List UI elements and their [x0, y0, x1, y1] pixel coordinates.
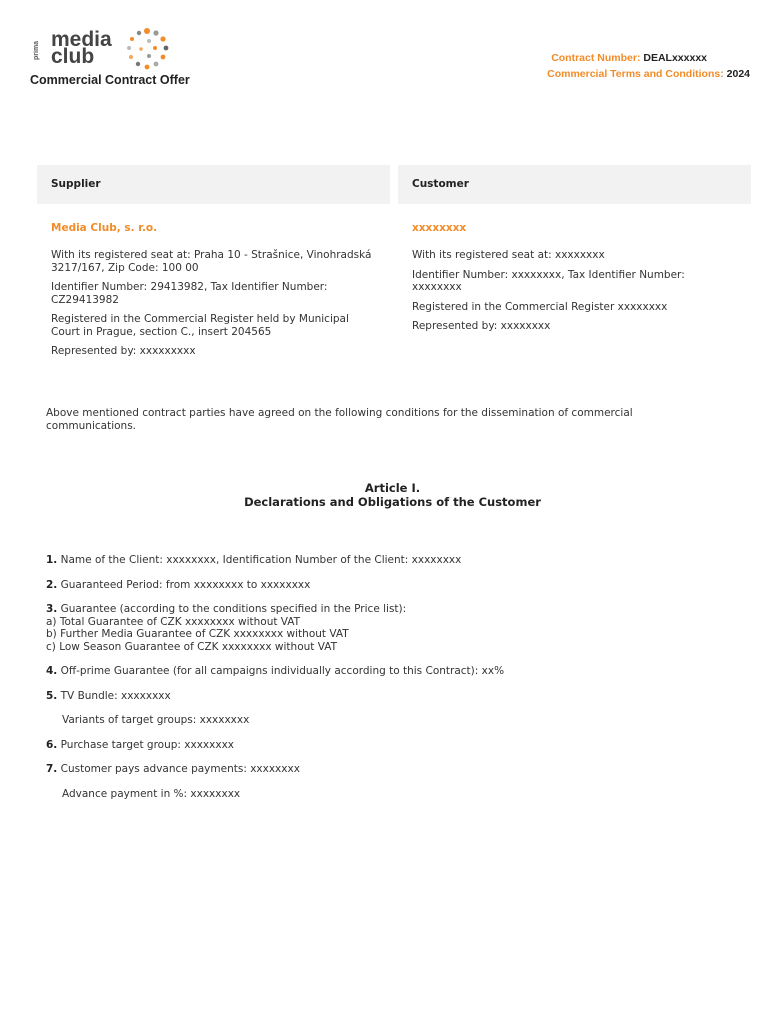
list-item [46, 665, 726, 678]
supplier-identifier: Identifier Number: 29413982, Tax Identifier Number: CZ29413982 [51, 281, 328, 306]
intro-paragraph: Above mentioned contract parties have agreed on the following conditions for the dissemination of commercial communications. [46, 407, 633, 432]
article-title: Declarations and Obligations of the Customer [244, 495, 541, 509]
supplier-heading: Supplier [37, 165, 390, 204]
item-text: Guaranteed Period: from xxxxxxxx to xxxxxxxx [60, 578, 311, 591]
customer-name: xxxxxxxx [412, 222, 467, 234]
item-number: 4. [46, 665, 58, 677]
item-text: TV Bundle: xxxxxxxx [60, 689, 171, 702]
supplier-represented: Represented by: xxxxxxxxx [51, 345, 196, 357]
supplier-name: Media Club, s. r.o. [51, 222, 158, 234]
logo-dots-icon [123, 27, 171, 71]
list-item [46, 690, 726, 703]
item-sub-text: Variants of target groups: xxxxxxxx [62, 714, 250, 726]
item-number: 5. [46, 689, 58, 702]
item-sub-c: c) Low Season Guarantee of CZK xxxxxxxx without VAT [46, 640, 338, 653]
obligations-list [46, 554, 726, 812]
list-item [46, 579, 726, 592]
customer-heading: Customer [398, 165, 751, 204]
supplier-seat: With its registered seat at: Praha 10 - Strašnice, Vinohradská 3217/167, Zip Code: 100 00 [51, 249, 372, 274]
item-text: Purchase target group: xxxxxxxx [60, 738, 235, 751]
document-title: Commercial Contract Offer [30, 73, 190, 87]
terms-line [547, 66, 750, 82]
article-heading [0, 481, 770, 509]
terms-label: Commercial Terms and Conditions: [547, 68, 724, 80]
list-item [46, 554, 726, 567]
logo-side-text: prima [33, 40, 40, 60]
item-sub-text: Advance payment in %: xxxxxxxx [62, 787, 241, 800]
contract-number-label: Contract Number: [551, 52, 641, 64]
item-text: Name of the Client: xxxxxxxx, Identification Number of the Client: xxxxxxxx [60, 554, 462, 566]
item-number: 1. [46, 554, 58, 566]
customer-identifier: Identifier Number: xxxxxxxx, Tax Identifier Number: xxxxxxxx [412, 268, 685, 293]
article-number: Article I. [364, 481, 421, 495]
list-item [46, 603, 726, 653]
item-text: Customer pays advance payments: xxxxxxxx [60, 763, 300, 775]
media-club-logo [33, 27, 173, 71]
item-number: 3. [46, 603, 58, 615]
customer-represented: Represented by: xxxxxxxx [412, 320, 551, 332]
customer-section [398, 165, 751, 340]
item-number: 2. [46, 578, 58, 591]
supplier-details [37, 204, 390, 358]
supplier-section [37, 165, 390, 365]
contract-number-value: DEALxxxxxx [643, 52, 707, 64]
list-item [46, 763, 726, 776]
contract-meta [547, 50, 750, 82]
item-text: Off-prime Guarantee (for all campaigns individually according to this Contract): xx% [60, 665, 505, 677]
supplier-register: Registered in the Commercial Register held by Municipal Court in Prague, section C., insert 204565 [51, 313, 349, 338]
item-sub-b: b) Further Media Guarantee of CZK xxxxxxxx without VAT [46, 628, 349, 640]
customer-register: Registered in the Commercial Register xxxxxxxx [412, 300, 668, 313]
item-sub-a: a) Total Guarantee of CZK xxxxxxxx without VAT [46, 615, 301, 628]
contract-number-line [547, 50, 707, 66]
item-number: 6. [46, 738, 58, 751]
customer-details [398, 204, 751, 333]
list-item [46, 739, 726, 752]
customer-seat: With its registered seat at: xxxxxxxx [412, 249, 605, 261]
terms-value: 2024 [726, 68, 750, 80]
item-text: Guarantee (according to the conditions specified in the Price list): [60, 603, 407, 615]
logo-club-word: club [51, 45, 95, 68]
item-number: 7. [46, 763, 58, 775]
logo-media-word: media [51, 28, 112, 51]
